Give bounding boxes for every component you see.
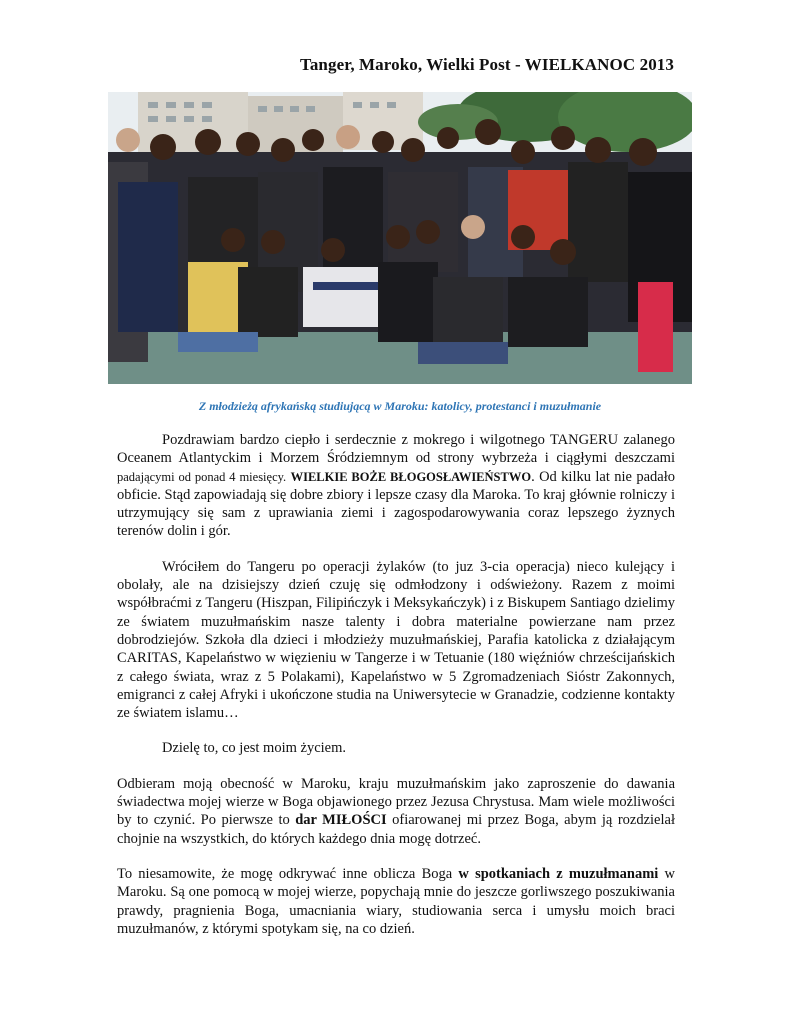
- p1-text-e: . Od kilku lat nie padało obficie. Stąd zapowiadają się dobre zbiory i lepsze czasy dla Maroka. To kraj głównie rolniczy i utrzymujący się sam z uprawiania ziemi i zagospodarowywania coraz lepszego żyznych terenów dolin i gór.: [117, 468, 675, 540]
- p1-text-a: Pozdrawiam bardzo ciepło i serdecznie z mokrego i wilgotnego TANGERU zalanego Oceanem Atlantyckim i Morzem Śródziemnym od strony wybrzeża i ciągłymi deszczami: [117, 432, 675, 467]
- page-title: Tanger, Maroko, Wielki Post - WIELKANOC 2013: [299, 55, 674, 74]
- paragraph-encounters: [117, 865, 675, 938]
- p1-blessing: WIELKIE BOŻE BŁOGOSŁAWIEŃSTWO: [290, 469, 532, 484]
- p1-text-small: padającymi od ponad 4 miesięcy.: [117, 469, 287, 484]
- p5-text-a: To niesamowite, że mogę odkrywać inne oblicza Boga: [117, 865, 459, 882]
- letter-body: [117, 431, 675, 955]
- p5-meetings: w spotkaniach z muzułmanami: [458, 865, 659, 882]
- paragraph-presence: [117, 775, 675, 848]
- p4-gift-of-love: dar MIŁOŚCI: [295, 812, 387, 829]
- p4-text-c: ofiarowanej mi przez Boga, abym ją rozdzielał chojnie na wszystkich, do których każdego dnia mogę dotrzeć.: [117, 812, 675, 847]
- p5-text-c: w Maroku. Są one pomocą w mojej wierze, popychają mnie do jeszcze gorliwszego poszukiwania prawdy, pragnienia Boga, umacniania wiary, studiowania serca i umysłu moich braci muzułmanów, z którymi spotykam się, na co dzień.: [117, 865, 675, 937]
- group-photo: [108, 92, 692, 384]
- group-photo-image: [108, 92, 692, 384]
- photo-caption: Z młodzieżą afrykańską studiującą w Maroku: katolicy, protestanci i muzułmanie: [198, 399, 602, 413]
- paragraph-share: Dzielę to, co jest moim życiem.: [162, 740, 347, 757]
- p4-text-a: Odbieram moją obecność w Maroku, kraju muzułmańskim jako zaproszenie do dawania świadectwa mojej wierze w Boga objawionego przez Jezusa Chrystusa. Mam wiele możliwości by to czynić. Po pierwsze to: [117, 775, 675, 829]
- paragraph-greeting: [117, 431, 675, 541]
- paragraph-return: Wróciłem do Tangeru po operacji żylaków (to juz 3-cia operacja) nieco kulejący i obolały, ale na dzisiejszy dzień czuję się odmłodzony i odświeżony. Razem z moimi współbraćmi z Tangeru (Hiszpan, Filipińczyk i Meksykańczyk) i z Biskupem Santiago dzielimy ze światem muzułmańskim nasze talenty i dobra materialne powierzane nam przez dobrodziejów. Szkoła dla dzieci i młodzieży muzułmańskiej, Parafia katolicka z działającym CARITAS, Kapelaństwo w więzieniu w Tangerze i w Tetuanie (180 więźniów chrześcijańskich z całego świata, wraz z 5 Polakami), Kapelaństwo w 5 Zgromadzeniach Sióstr Zakonnych, emigranci z całej Afryki i ukończone studia na Uniwersytecie w Granadzie, codzienne kontakty ze światem islamu…: [117, 558, 675, 722]
